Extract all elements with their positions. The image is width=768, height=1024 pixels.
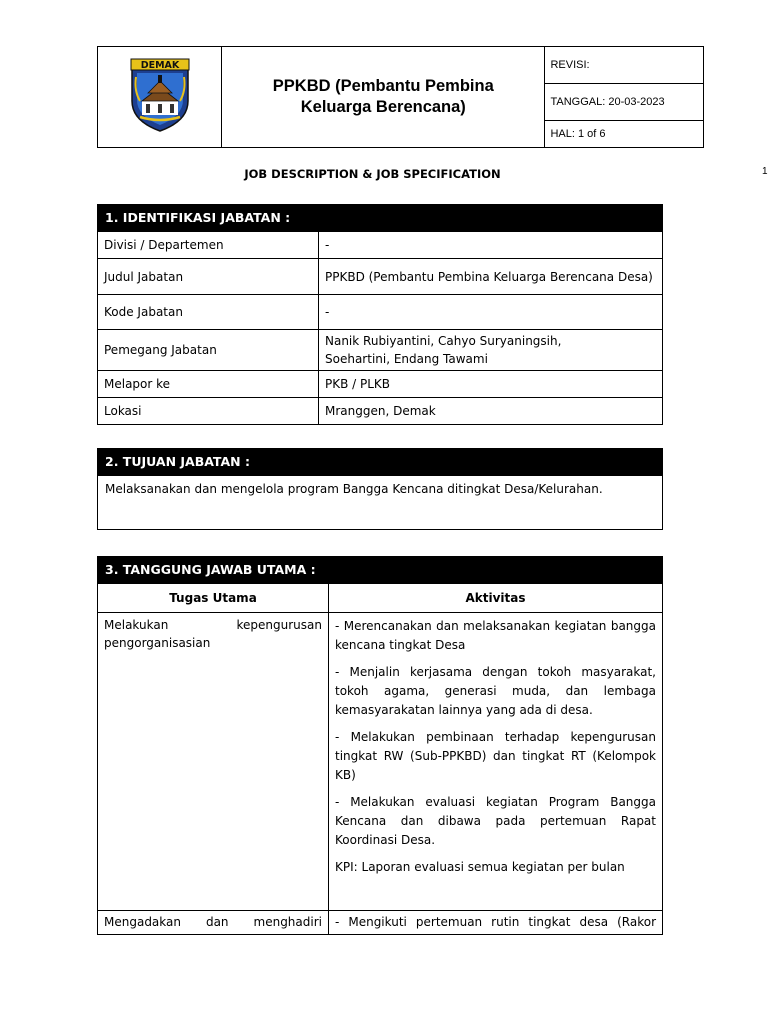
table-row: [98, 259, 663, 295]
task-line-1: Melakukan kepengurusan: [104, 618, 322, 632]
row-key: Judul Jabatan: [98, 259, 319, 295]
row-key: Lokasi: [98, 398, 319, 425]
demak-emblem-icon: [128, 57, 192, 133]
document-header: [97, 46, 704, 148]
identifikasi-jabatan-table: [97, 204, 663, 425]
holder-line-1: Nanik Rubiyantini, Cahyo Suryaningsih,: [325, 334, 562, 348]
row-value: PKB / PLKB: [319, 371, 663, 398]
tanggal-cell: TANGGAL: 20-03-2023: [545, 84, 704, 121]
section-2-heading: 2. TUJUAN JABATAN :: [98, 449, 663, 476]
section-3-heading: 3. TANGGUNG JAWAB UTAMA :: [98, 557, 663, 584]
activity-cell: [329, 613, 663, 911]
holder-line-2: Soehartini, Endang Tawami: [325, 352, 488, 366]
activity-item: - Merencanakan dan melaksanakan kegiatan bangga kencana tingkat Desa: [335, 619, 656, 652]
tujuan-jabatan-table: [97, 448, 663, 530]
row-key: Kode Jabatan: [98, 295, 319, 330]
row-value: [319, 330, 663, 371]
row-key: Melapor ke: [98, 371, 319, 398]
row-value: -: [319, 232, 663, 259]
tanggung-jawab-table: [97, 556, 663, 935]
table-row: [98, 330, 663, 371]
table-row: [98, 295, 663, 330]
table-row: [98, 613, 663, 911]
task-cell: [98, 911, 329, 935]
task-cell: [98, 613, 329, 911]
page-number: 1: [762, 166, 768, 177]
section-1-heading: 1. IDENTIFIKASI JABATAN :: [98, 205, 663, 232]
kpi-text: KPI: Laporan evaluasi semua kegiatan per bulan: [335, 860, 625, 874]
row-key: Divisi / Departemen: [98, 232, 319, 259]
table-row: [98, 371, 663, 398]
row-value: -: [319, 295, 663, 330]
activity-item: - Mengikuti pertemuan rutin tingkat desa (Rakor: [335, 915, 656, 929]
revisi-cell: REVISI:: [545, 47, 704, 84]
col-header-tugas: Tugas Utama: [98, 584, 329, 613]
table-row: [98, 398, 663, 425]
row-key: Pemegang Jabatan: [98, 330, 319, 371]
document-title: [222, 47, 545, 148]
table-row: [98, 232, 663, 259]
tujuan-text: Melaksanakan dan mengelola program Bangga Kencana ditingkat Desa/Kelurahan.: [98, 476, 663, 530]
activity-cell: [329, 911, 663, 935]
row-value: PPKBD (Pembantu Pembina Keluarga Berencana Desa): [319, 259, 663, 295]
title-line-2: Keluarga Berencana): [300, 98, 466, 116]
activity-item: - Melakukan pembinaan terhadap kepengurusan tingkat RW (Sub-PPKBD) dan tingkat RT (Kelompok KB): [335, 730, 656, 782]
logo-cell: [98, 47, 222, 148]
title-line-1: PPKBD (Pembantu Pembina: [272, 77, 494, 95]
row-value: Mranggen, Demak: [319, 398, 663, 425]
activity-item: - Menjalin kerjasama dengan tokoh masyarakat, tokoh agama, generasi muda, dan lembaga kemasyarakatan lainnya yang ada di desa.: [335, 665, 656, 717]
col-header-aktivitas: Aktivitas: [329, 584, 663, 613]
task-line-1: Mengadakan dan menghadiri: [104, 915, 322, 929]
logo-text: DEMAK: [140, 59, 179, 71]
table-row: [98, 911, 663, 935]
doc-heading: JOB DESCRIPTION & JOB SPECIFICATION: [244, 167, 501, 181]
task-line-2: pengorganisasian: [104, 636, 211, 650]
hal-cell: HAL: 1 of 6: [545, 121, 704, 148]
activity-item: - Melakukan evaluasi kegiatan Program Bangga Kencana dan dibawa pada pertemuan Rapat Koordinasi Desa.: [335, 795, 656, 847]
